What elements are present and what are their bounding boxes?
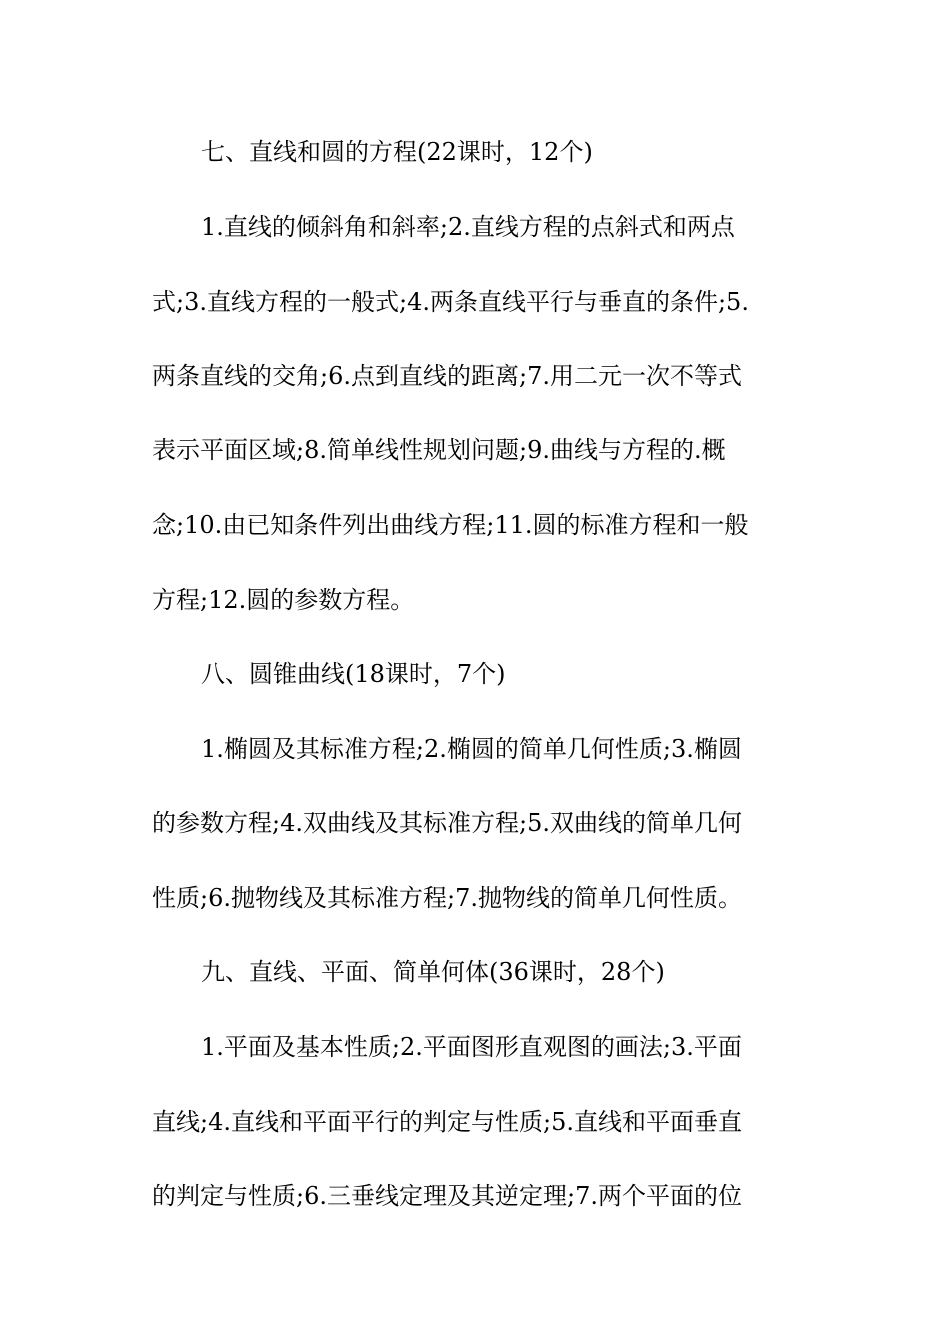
paragraph-line: 1.直线的倾斜角和斜率;2.直线方程的点斜式和两点 bbox=[201, 213, 735, 241]
section-heading-7: 七、直线和圆的方程(22课时，12个) bbox=[201, 138, 593, 166]
paragraph-line: 的判定与性质;6.三垂线定理及其逆定理;7.两个平面的位 bbox=[152, 1182, 742, 1210]
paragraph-line: 表示平面区域;8.简单线性规划问题;9.曲线与方程的.概 bbox=[152, 436, 726, 464]
paragraph-line: 直线;4.直线和平面平行的判定与性质;5.直线和平面垂直 bbox=[152, 1108, 742, 1136]
paragraph-line: 的参数方程;4.双曲线及其标准方程;5.双曲线的简单几何 bbox=[152, 809, 742, 837]
paragraph-line: 两条直线的交角;6.点到直线的距离;7.用二元一次不等式 bbox=[152, 362, 742, 390]
paragraph-line: 1.椭圆及其标准方程;2.椭圆的简单几何性质;3.椭圆 bbox=[201, 735, 742, 763]
paragraph-line: 方程;12.圆的参数方程。 bbox=[152, 586, 415, 614]
paragraph-line: 念;10.由已知条件列出曲线方程;11.圆的标准方程和一般 bbox=[152, 511, 749, 539]
section-heading-8: 八、圆锥曲线(18课时，7个) bbox=[201, 660, 506, 688]
paragraph-line: 性质;6.抛物线及其标准方程;7.抛物线的简单几何性质。 bbox=[152, 884, 742, 912]
section-heading-9: 九、直线、平面、简单何体(36课时，28个) bbox=[201, 958, 665, 986]
paragraph-line: 式;3.直线方程的一般式;4.两条直线平行与垂直的条件;5. bbox=[152, 288, 749, 316]
paragraph-line: 1.平面及基本性质;2.平面图形直观图的画法;3.平面 bbox=[201, 1033, 742, 1061]
